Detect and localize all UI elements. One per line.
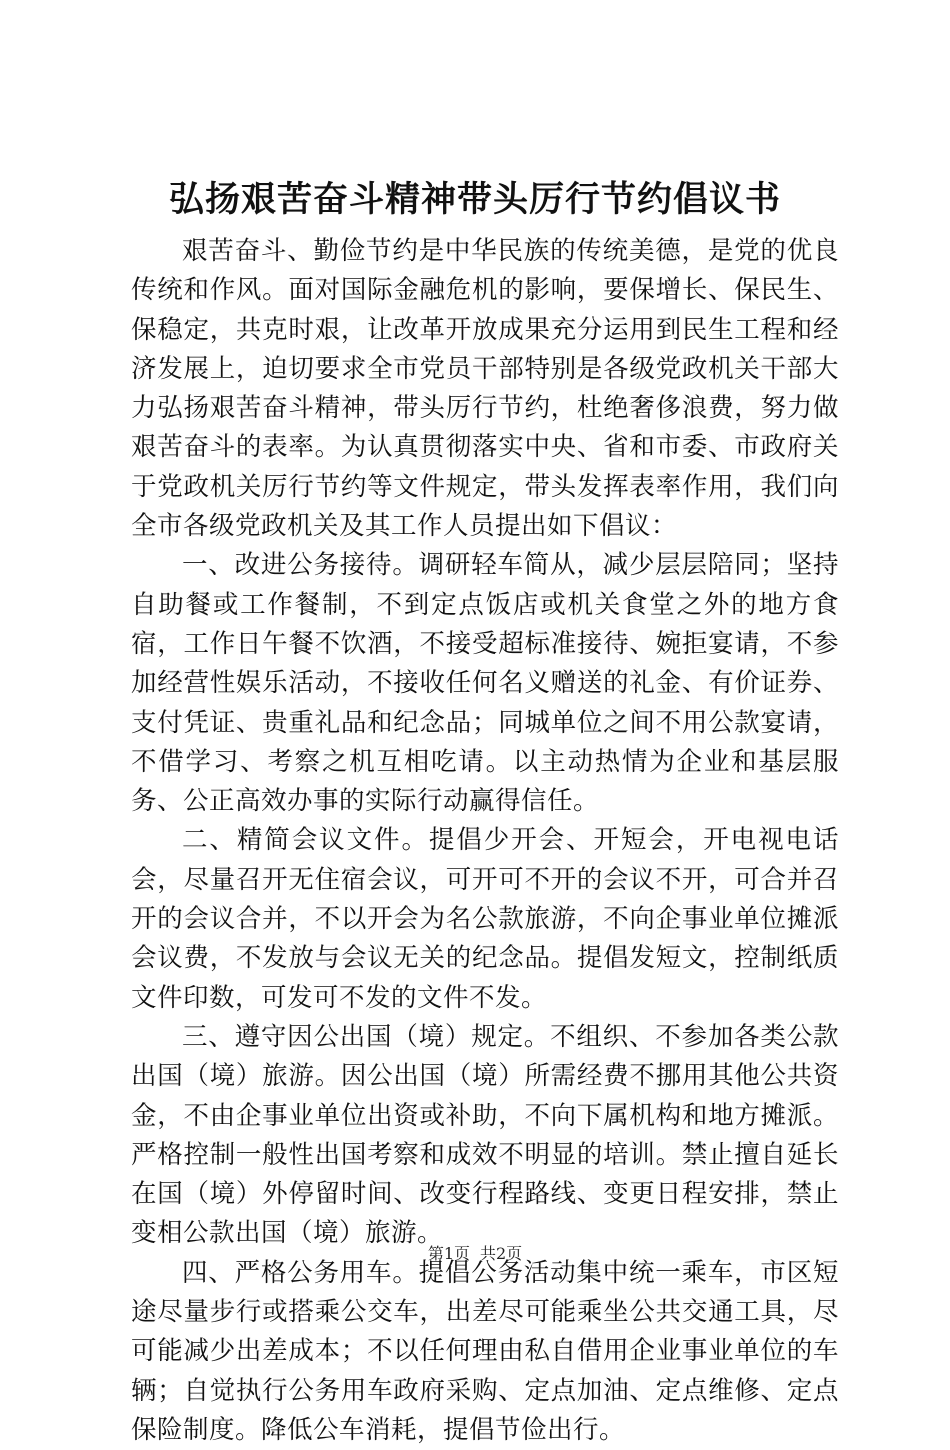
- page-footer: [0, 1243, 950, 1265]
- paragraph-item-1: 一、改进公务接待。调研轻车简从，减少层层陪同；坚持自助餐或工作餐制，不到定点饭店或机关食堂之外的地方食宿，工作日午餐不饮酒，不接受超标准接待、婉拒宴请，不参加经营性娱乐活动，不接收任何名义赠送的礼金、有价证券、支付凭证、贵重礼品和纪念品；同城单位之间不用公款宴请，不借学习、考察之机互相吃请。以主动热情为企业和基层服务、公正高效办事的实际行动赢得信任。: [131, 550, 839, 817]
- page-number-total: 共2页: [480, 1244, 523, 1263]
- document-title: 弘扬艰苦奋斗精神带头厉行节约倡议书: [168, 179, 781, 220]
- paragraph-item-2: 二、精简会议文件。提倡少开会、开短会，开电视电话会，尽量召开无住宿会议，可开可不开的会议不开，可合并召开的会议合并，不以开会为名公款旅游，不向企事业单位摊派会议费，不发放与会议无关的纪念品。提倡发短文，控制纸质文件印数，可发可不发的文件不发。: [131, 825, 839, 1013]
- document-body: [131, 232, 839, 1450]
- page-number-current: 第1页: [427, 1244, 470, 1263]
- paragraph-item-4: 四、严格公务用车。提倡公务活动集中统一乘车，市区短途尽量步行或搭乘公交车，出差尽可能乘坐公共交通工具，尽可能减少出差成本；不以任何理由私自借用企业事业单位的车辆；自觉执行公务用车政府采购、定点加油、定点维修、定点保险制度。降低公车消耗，提倡节俭出行。: [131, 1257, 839, 1445]
- paragraph-intro: 艰苦奋斗、勤俭节约是中华民族的传统美德，是党的优良传统和作风。面对国际金融危机的影响，要保增长、保民生、保稳定，共克时艰，让改革开放成果充分运用到民生工程和经济发展上，迫切要求全市党员干部特别是各级党政机关干部大力弘扬艰苦奋斗精神，带头厉行节约，杜绝奢侈浪费，努力做艰苦奋斗的表率。为认真贯彻落实中央、省和市委、市政府关于党政机关厉行节约等文件规定，带头发挥表率作用，我们向全市各级党政机关及其工作人员提出如下倡议：: [131, 236, 839, 542]
- paragraph-item-3: 三、遵守因公出国（境）规定。不组织、不参加各类公款出国（境）旅游。因公出国（境）所需经费不挪用其他公共资金，不由企事业单位出资或补助，不向下属机构和地方摊派。严格控制一般性出国考察和成效不明显的培训。禁止擅自延长在国（境）外停留时间、改变行程路线、变更日程安排，禁止变相公款出国（境）旅游。: [131, 1021, 839, 1249]
